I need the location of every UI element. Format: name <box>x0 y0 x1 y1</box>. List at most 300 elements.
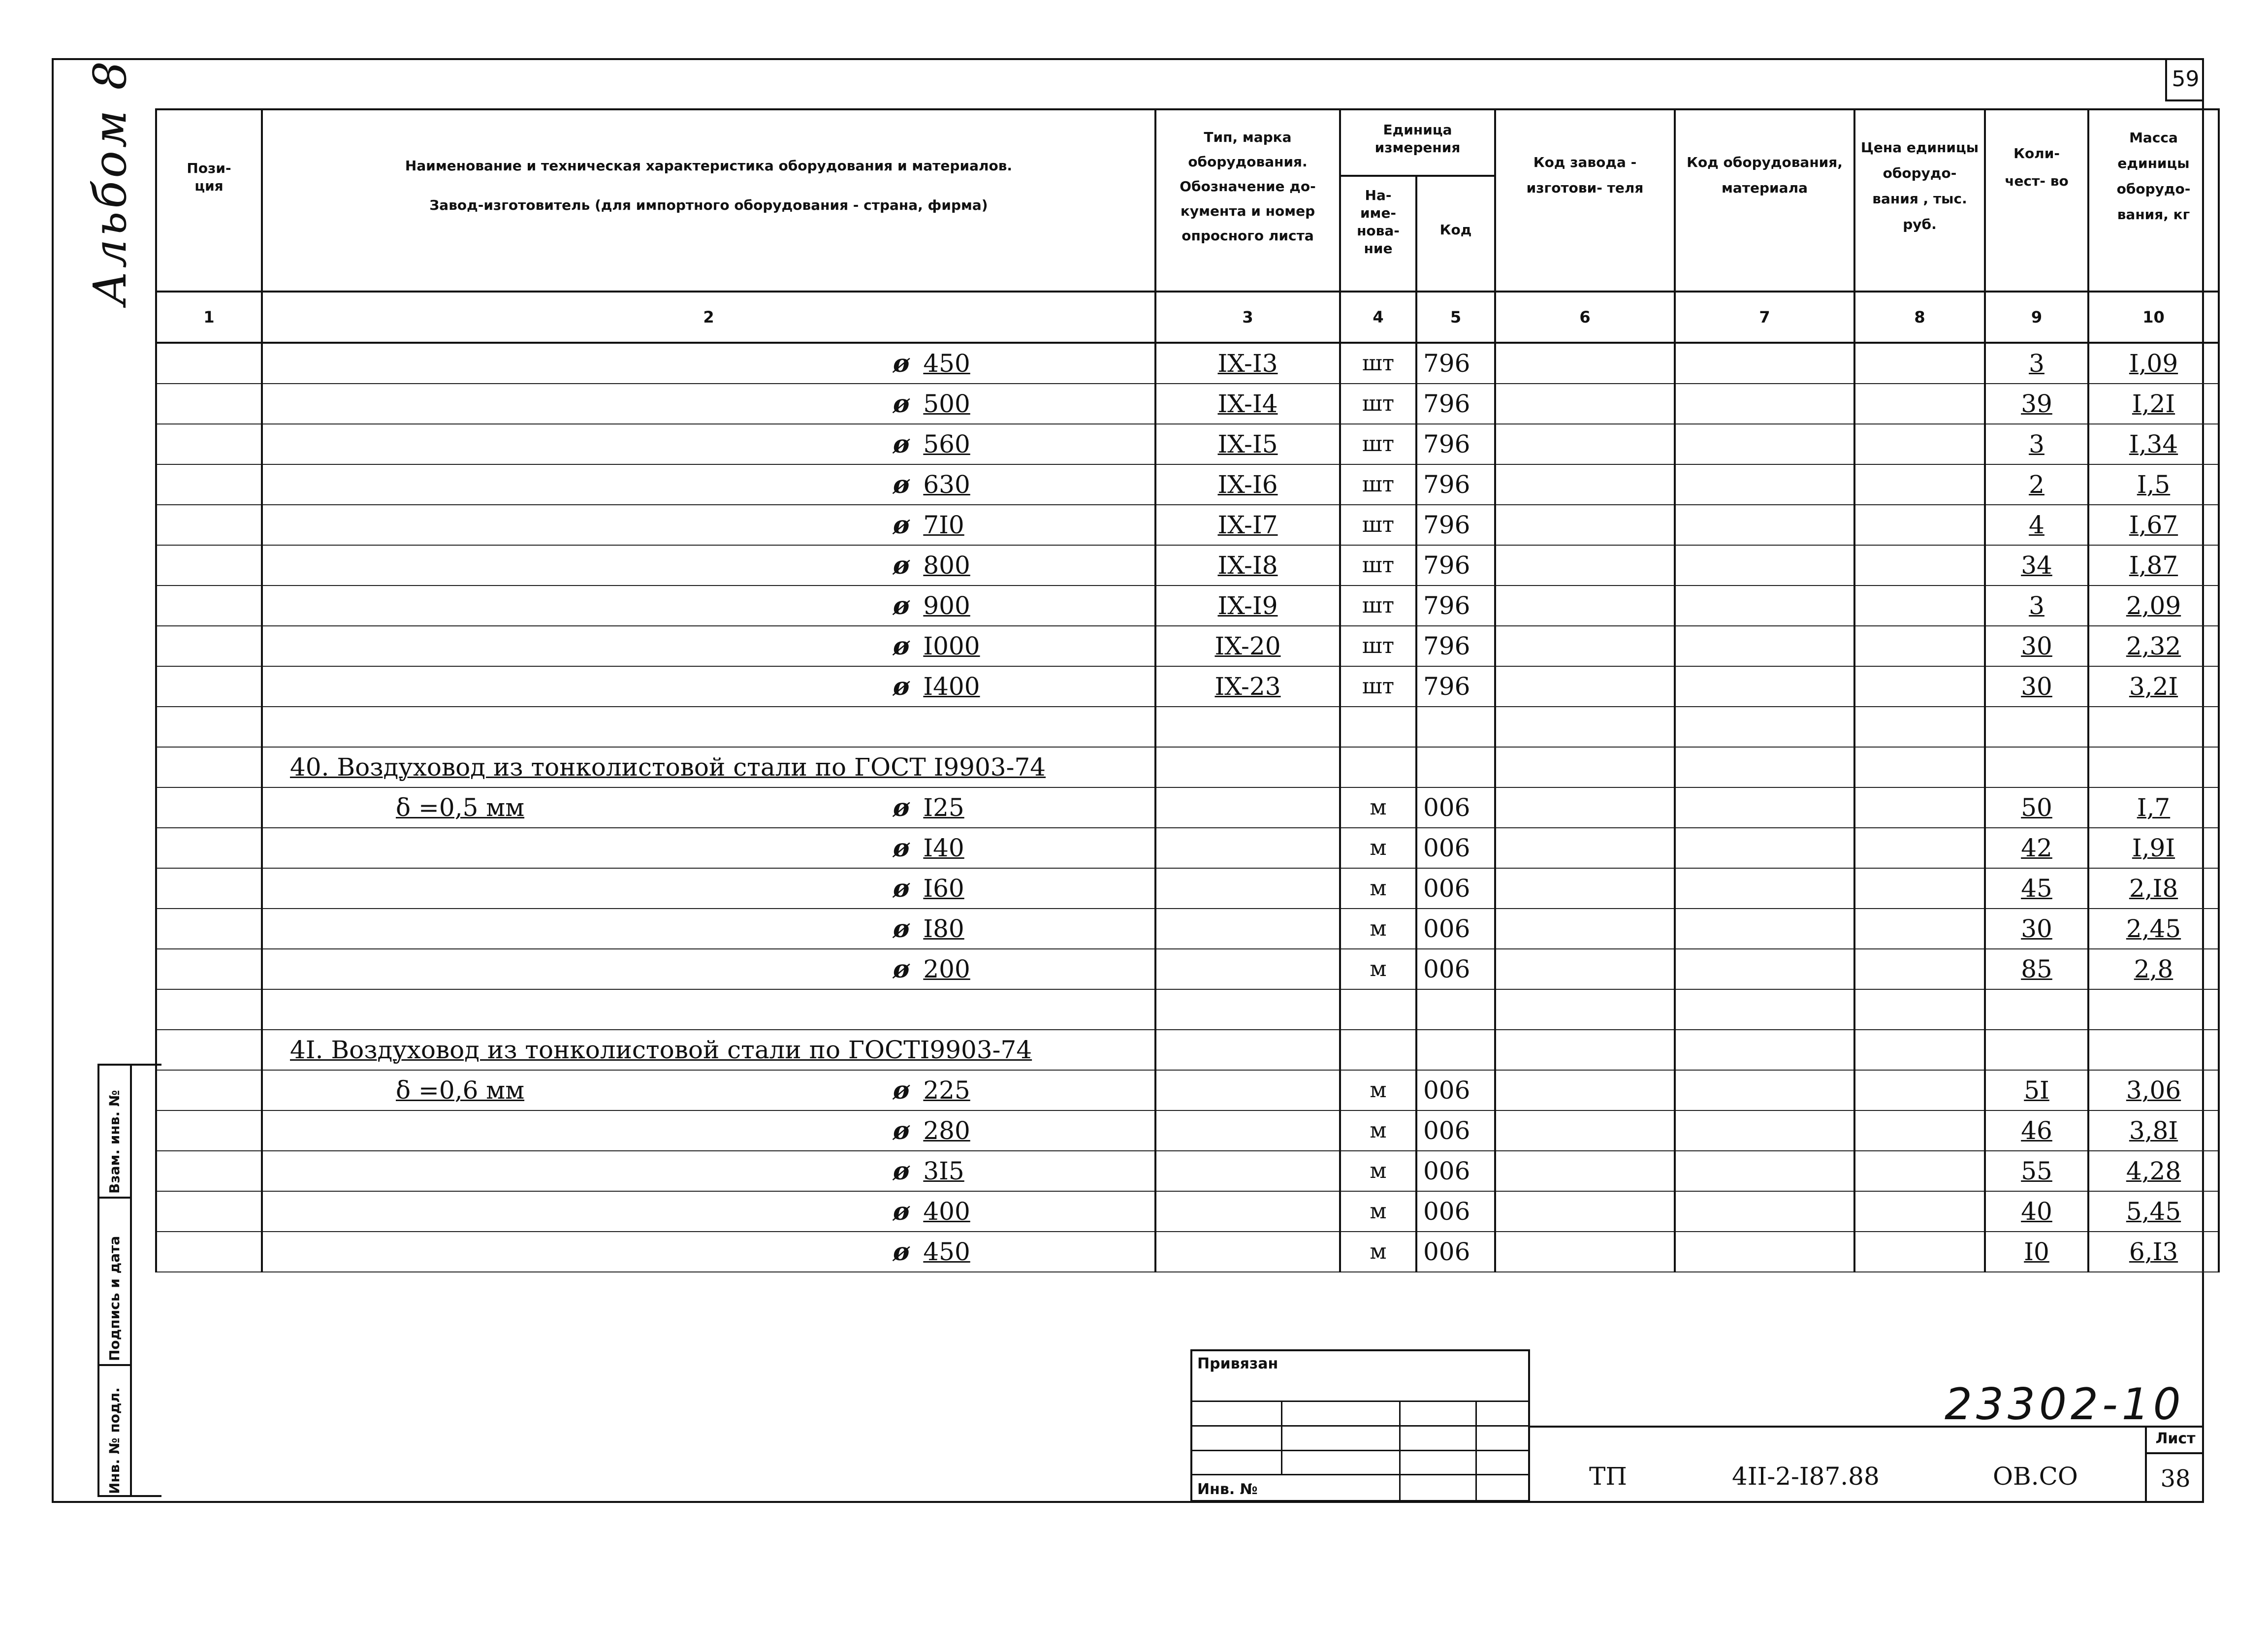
unit-code-cell <box>1416 868 1495 909</box>
diameter-icon: ø <box>893 672 910 701</box>
mass-cell <box>2088 1232 2219 1272</box>
unit-name-cell <box>1340 424 1416 464</box>
price-cell <box>1854 1110 1985 1151</box>
table-cell <box>1854 989 1985 1030</box>
plant-code-cell <box>1495 747 1675 787</box>
sheet-label: Лист <box>2147 1426 2204 1454</box>
unit-code-value: 006 <box>1423 793 1470 822</box>
equipment-code-cell <box>1675 1070 1854 1110</box>
unit-name-value: м <box>1370 795 1387 820</box>
position-cell <box>156 787 262 828</box>
plant-code-cell <box>1495 909 1675 949</box>
name-cell <box>262 464 1155 505</box>
stamp-strip <box>97 1064 161 1497</box>
mass-cell <box>2088 1030 2219 1070</box>
plant-code-cell <box>1495 666 1675 707</box>
table-row <box>156 1232 2219 1272</box>
name-cell <box>262 545 1155 586</box>
name-cell <box>262 868 1155 909</box>
mass-cell <box>2088 626 2219 666</box>
price-cell <box>1854 1232 1985 1272</box>
unit-name-cell <box>1340 1151 1416 1191</box>
type-cell <box>1155 343 1340 384</box>
name-cell <box>262 1070 1155 1110</box>
position-cell <box>156 545 262 586</box>
plant-code-cell <box>1495 1151 1675 1191</box>
header-price: Цена единицы оборудо- вания , тыс. руб. <box>1854 109 1985 292</box>
diameter-icon: ø <box>893 349 910 378</box>
column-number: 8 <box>1854 292 1985 343</box>
table-row <box>156 868 2219 909</box>
mass-value: 3,8I <box>2129 1116 2178 1145</box>
table-cell <box>262 707 1155 747</box>
mass-cell <box>2088 505 2219 545</box>
title-block <box>1530 1426 2204 1503</box>
table-cell <box>2088 707 2219 747</box>
table-cell <box>156 989 262 1030</box>
unit-code-value: 796 <box>1423 390 1470 418</box>
unit-code-cell <box>1416 1030 1495 1070</box>
equipment-code-cell <box>1675 1191 1854 1232</box>
unit-code-cell <box>1416 343 1495 384</box>
mass-cell <box>2088 1110 2219 1151</box>
unit-code-value: 796 <box>1423 470 1470 499</box>
unit-code-value: 006 <box>1423 1076 1470 1105</box>
diameter-icon: ø <box>893 389 910 418</box>
header-equipment-code: Код оборудования, материала <box>1675 109 1854 292</box>
binding-inv: Инв. № <box>1197 1481 1258 1498</box>
section-title: 40. Воздуховод из тонколистовой стали по ГОСТ I9903-74 <box>290 753 1046 782</box>
unit-name-value: шт <box>1362 553 1395 578</box>
plant-code-cell <box>1495 1110 1675 1151</box>
equipment-code-cell <box>1675 828 1854 868</box>
table-cell <box>1155 989 1340 1030</box>
table-cell <box>1985 989 2088 1030</box>
stamp-cell-inv: Инв. № подл. <box>106 1387 123 1494</box>
unit-code-cell <box>1416 747 1495 787</box>
table-row <box>156 828 2219 868</box>
table-row <box>156 626 2219 666</box>
mass-cell <box>2088 384 2219 424</box>
diameter-icon: ø <box>893 1237 910 1266</box>
equipment-code-cell <box>1675 666 1854 707</box>
quantity-value: 4 <box>2029 511 2044 539</box>
equipment-code-cell <box>1675 1151 1854 1191</box>
table-cell <box>1155 707 1340 747</box>
sheet-box <box>2145 1426 2204 1503</box>
mass-cell <box>2088 424 2219 464</box>
quantity-cell <box>1985 626 2088 666</box>
table-cell <box>1675 707 1854 747</box>
name-cell <box>262 747 1155 787</box>
mass-value: 4,28 <box>2126 1157 2181 1185</box>
mass-value: I,2I <box>2132 390 2175 418</box>
album-label: Альбом 8 <box>84 58 136 305</box>
diameter-value: 400 <box>923 1197 970 1226</box>
mass-cell <box>2088 909 2219 949</box>
position-cell <box>156 828 262 868</box>
diameter-value: 630 <box>923 470 970 499</box>
equipment-code-cell <box>1675 384 1854 424</box>
page-number: 59 <box>2165 58 2204 101</box>
quantity-value: 46 <box>2021 1116 2052 1145</box>
header-unit-group: Единица измерения <box>1340 109 1495 176</box>
quantity-value: 2 <box>2029 470 2044 499</box>
mass-cell <box>2088 868 2219 909</box>
price-cell <box>1854 384 1985 424</box>
quantity-value: 85 <box>2021 955 2052 983</box>
unit-name-cell <box>1340 343 1416 384</box>
diameter-value: 500 <box>923 390 970 418</box>
table-row <box>156 787 2219 828</box>
diameter-value: 450 <box>923 1238 970 1266</box>
diameter-value: 7I0 <box>923 511 964 539</box>
mass-cell <box>2088 949 2219 989</box>
unit-code-value: 796 <box>1423 511 1470 539</box>
mass-cell <box>2088 1191 2219 1232</box>
unit-name-value: м <box>1370 1077 1387 1103</box>
table-row <box>156 464 2219 505</box>
position-cell <box>156 1070 262 1110</box>
quantity-cell <box>1985 787 2088 828</box>
mass-value: 2,09 <box>2126 591 2181 620</box>
column-number: 9 <box>1985 292 2088 343</box>
name-cell <box>262 828 1155 868</box>
name-cell <box>262 626 1155 666</box>
unit-code-value: 006 <box>1423 955 1470 983</box>
quantity-cell <box>1985 424 2088 464</box>
table-cell <box>1416 989 1495 1030</box>
quantity-value: 50 <box>2021 793 2052 822</box>
table-row <box>156 1030 2219 1070</box>
diameter-value: I80 <box>923 914 964 943</box>
unit-code-cell <box>1416 1232 1495 1272</box>
mass-cell <box>2088 586 2219 626</box>
position-cell <box>156 949 262 989</box>
table-row <box>156 384 2219 424</box>
quantity-cell <box>1985 666 2088 707</box>
equipment-code-cell <box>1675 424 1854 464</box>
unit-name-cell <box>1340 1191 1416 1232</box>
mass-value: I,09 <box>2129 349 2178 378</box>
equipment-code-cell <box>1675 1232 1854 1272</box>
diameter-value: 3I5 <box>923 1157 964 1185</box>
unit-code-cell <box>1416 1110 1495 1151</box>
table-row <box>156 586 2219 626</box>
type-value: IX-I7 <box>1217 511 1278 539</box>
diameter-value: 200 <box>923 955 970 983</box>
equipment-code-cell <box>1675 505 1854 545</box>
price-cell <box>1854 464 1985 505</box>
table-row <box>156 1070 2219 1110</box>
quantity-cell <box>1985 1110 2088 1151</box>
type-cell <box>1155 787 1340 828</box>
equipment-code-cell <box>1675 626 1854 666</box>
unit-name-cell <box>1340 666 1416 707</box>
quantity-cell <box>1985 868 2088 909</box>
diameter-value: 280 <box>923 1116 970 1145</box>
diameter-icon: ø <box>893 591 910 620</box>
column-number: 7 <box>1675 292 1854 343</box>
doc-number: 4II-2-I87.88 <box>1732 1462 1880 1491</box>
specification-table <box>155 108 2220 1272</box>
mass-value: 2,32 <box>2126 632 2181 660</box>
diameter-icon: ø <box>893 1116 910 1145</box>
type-cell <box>1155 1030 1340 1070</box>
column-number: 6 <box>1495 292 1675 343</box>
header-mass: Масса единицы оборудо- вания, кг <box>2088 109 2219 292</box>
header-quantity: Коли- чест- во <box>1985 109 2088 292</box>
plant-code-cell <box>1495 545 1675 586</box>
plant-code-cell <box>1495 1070 1675 1110</box>
header-name: Наименование и техническая характеристика оборудования и материалов. Завод-изготовитель (для импортного оборудования - страна, фирма) <box>262 109 1155 292</box>
unit-name-value: м <box>1370 1158 1387 1183</box>
unit-code-value: 796 <box>1423 349 1470 378</box>
table-row <box>156 989 2219 1030</box>
diameter-icon: ø <box>893 914 910 943</box>
unit-name-cell <box>1340 747 1416 787</box>
unit-code-cell <box>1416 787 1495 828</box>
diameter-icon: ø <box>893 1075 910 1105</box>
type-cell <box>1155 424 1340 464</box>
quantity-cell <box>1985 909 2088 949</box>
unit-code-cell <box>1416 545 1495 586</box>
mass-value: 6,I3 <box>2129 1238 2178 1266</box>
unit-name-value: м <box>1370 876 1387 901</box>
position-cell <box>156 464 262 505</box>
mass-value: 3,2I <box>2129 672 2178 701</box>
plant-code-cell <box>1495 1030 1675 1070</box>
plant-code-cell <box>1495 1191 1675 1232</box>
unit-code-cell <box>1416 464 1495 505</box>
type-cell <box>1155 868 1340 909</box>
unit-code-cell <box>1416 586 1495 626</box>
unit-name-cell <box>1340 1070 1416 1110</box>
unit-code-value: 796 <box>1423 672 1470 701</box>
type-cell <box>1155 464 1340 505</box>
tp-label: ТП <box>1589 1462 1627 1491</box>
unit-name-value: шт <box>1362 593 1395 618</box>
diameter-value: 800 <box>923 551 970 580</box>
unit-code-cell <box>1416 949 1495 989</box>
unit-code-value: 006 <box>1423 874 1470 903</box>
position-cell <box>156 1232 262 1272</box>
wall-thickness: δ =0,6 мм <box>396 1076 525 1105</box>
unit-name-value: шт <box>1362 431 1395 456</box>
price-cell <box>1854 747 1985 787</box>
unit-code-value: 006 <box>1423 1157 1470 1185</box>
type-value: IX-20 <box>1214 632 1281 660</box>
plant-code-cell <box>1495 1232 1675 1272</box>
mass-cell <box>2088 747 2219 787</box>
position-cell <box>156 1110 262 1151</box>
column-number: 3 <box>1155 292 1340 343</box>
diameter-value: 900 <box>923 591 970 620</box>
quantity-value: 5I <box>2024 1076 2049 1105</box>
quantity-cell <box>1985 505 2088 545</box>
unit-code-value: 796 <box>1423 551 1470 580</box>
diameter-value: I000 <box>923 632 980 660</box>
diameter-value: 560 <box>923 430 970 458</box>
table-cell <box>1675 989 1854 1030</box>
name-cell <box>262 424 1155 464</box>
type-cell <box>1155 545 1340 586</box>
table-cell <box>156 707 262 747</box>
position-cell <box>156 626 262 666</box>
name-cell <box>262 949 1155 989</box>
mass-cell <box>2088 1070 2219 1110</box>
unit-name-cell <box>1340 586 1416 626</box>
table-row <box>156 343 2219 384</box>
mass-value: I,87 <box>2129 551 2178 580</box>
position-cell <box>156 505 262 545</box>
plant-code-cell <box>1495 343 1675 384</box>
position-cell <box>156 868 262 909</box>
price-cell <box>1854 1151 1985 1191</box>
table-cell <box>1340 707 1416 747</box>
type-cell <box>1155 747 1340 787</box>
diameter-icon: ø <box>893 954 910 983</box>
unit-code-cell <box>1416 626 1495 666</box>
quantity-cell <box>1985 949 2088 989</box>
equipment-code-cell <box>1675 949 1854 989</box>
unit-name-cell <box>1340 626 1416 666</box>
name-cell <box>262 505 1155 545</box>
type-cell <box>1155 828 1340 868</box>
header-unit-name: На- име- нова- ние <box>1340 176 1416 292</box>
quantity-cell <box>1985 1232 2088 1272</box>
table-row <box>156 545 2219 586</box>
equipment-code-cell <box>1675 1030 1854 1070</box>
unit-name-cell <box>1340 545 1416 586</box>
mass-value: 3,06 <box>2126 1076 2181 1105</box>
price-cell <box>1854 586 1985 626</box>
column-number: 1 <box>156 292 262 343</box>
quantity-cell <box>1985 586 2088 626</box>
price-cell <box>1854 666 1985 707</box>
diameter-value: 450 <box>923 349 970 378</box>
price-cell <box>1854 424 1985 464</box>
unit-name-value: шт <box>1362 674 1395 699</box>
plant-code-cell <box>1495 464 1675 505</box>
quantity-value: 3 <box>2029 430 2044 458</box>
table-cell <box>2088 989 2219 1030</box>
sheet-number: 38 <box>2160 1465 2191 1493</box>
quantity-cell <box>1985 384 2088 424</box>
diameter-icon: ø <box>893 631 910 660</box>
mass-value: 2,8 <box>2134 955 2173 983</box>
name-cell <box>262 1191 1155 1232</box>
position-cell <box>156 1191 262 1232</box>
plant-code-cell <box>1495 505 1675 545</box>
stamp-cell-vzam: Взам. инв. № <box>99 1066 130 1199</box>
diameter-value: I40 <box>923 834 964 862</box>
mass-value: 5,45 <box>2126 1197 2181 1226</box>
type-value: IX-I5 <box>1217 430 1278 458</box>
column-number: 10 <box>2088 292 2219 343</box>
unit-name-value: шт <box>1362 512 1395 537</box>
unit-name-cell <box>1340 828 1416 868</box>
diameter-icon: ø <box>893 833 910 862</box>
table-row <box>156 909 2219 949</box>
plant-code-cell <box>1495 424 1675 464</box>
quantity-value: 30 <box>2021 632 2052 660</box>
unit-name-value: м <box>1370 1239 1387 1264</box>
table-cell <box>1854 707 1985 747</box>
position-cell <box>156 747 262 787</box>
table-row <box>156 949 2219 989</box>
equipment-code-cell <box>1675 787 1854 828</box>
unit-name-cell <box>1340 384 1416 424</box>
stamp-cell-podpis: Подпись и дата <box>99 1199 130 1366</box>
diameter-icon: ø <box>893 551 910 580</box>
type-cell <box>1155 1232 1340 1272</box>
unit-name-cell <box>1340 949 1416 989</box>
unit-code-value: 006 <box>1423 1116 1470 1145</box>
name-cell <box>262 666 1155 707</box>
unit-name-value: м <box>1370 835 1387 860</box>
header-position: Пози- ция <box>156 109 262 292</box>
unit-code-cell <box>1416 666 1495 707</box>
name-cell <box>262 586 1155 626</box>
type-value: IX-I4 <box>1217 390 1278 418</box>
unit-code-cell <box>1416 384 1495 424</box>
mass-cell <box>2088 787 2219 828</box>
table-cell <box>1985 707 2088 747</box>
equipment-code-cell <box>1675 909 1854 949</box>
unit-name-cell <box>1340 1030 1416 1070</box>
quantity-value: 39 <box>2021 390 2052 418</box>
unit-name-value: шт <box>1362 633 1395 658</box>
type-cell <box>1155 1110 1340 1151</box>
type-value: IX-I3 <box>1217 349 1278 378</box>
unit-code-value: 006 <box>1423 1197 1470 1226</box>
mass-cell <box>2088 828 2219 868</box>
position-cell <box>156 424 262 464</box>
quantity-cell <box>1985 1070 2088 1110</box>
position-cell <box>156 1151 262 1191</box>
type-cell <box>1155 666 1340 707</box>
plant-code-cell <box>1495 868 1675 909</box>
plant-code-cell <box>1495 949 1675 989</box>
section-title: 4I. Воздуховод из тонколистовой стали по ГОСТI9903-74 <box>290 1036 1032 1064</box>
column-number: 5 <box>1416 292 1495 343</box>
name-cell <box>262 1110 1155 1151</box>
quantity-value: 30 <box>2021 672 2052 701</box>
type-cell <box>1155 1151 1340 1191</box>
type-value: IX-23 <box>1214 672 1281 701</box>
table-row <box>156 1191 2219 1232</box>
quantity-value: 3 <box>2029 349 2044 378</box>
type-value: IX-I6 <box>1217 470 1278 499</box>
quantity-cell <box>1985 828 2088 868</box>
type-cell <box>1155 505 1340 545</box>
unit-name-cell <box>1340 1232 1416 1272</box>
unit-name-cell <box>1340 868 1416 909</box>
plant-code-cell <box>1495 828 1675 868</box>
table-row <box>156 1151 2219 1191</box>
quantity-cell <box>1985 343 2088 384</box>
header-type: Тип, марка оборудования. Обозначение до- кумента и номер опросного листа <box>1155 109 1340 292</box>
table-cell <box>1495 707 1675 747</box>
mass-value: I,7 <box>2137 793 2171 822</box>
table-row <box>156 424 2219 464</box>
type-cell <box>1155 949 1340 989</box>
price-cell <box>1854 545 1985 586</box>
unit-code-value: 796 <box>1423 430 1470 458</box>
name-cell <box>262 384 1155 424</box>
column-number: 2 <box>262 292 1155 343</box>
